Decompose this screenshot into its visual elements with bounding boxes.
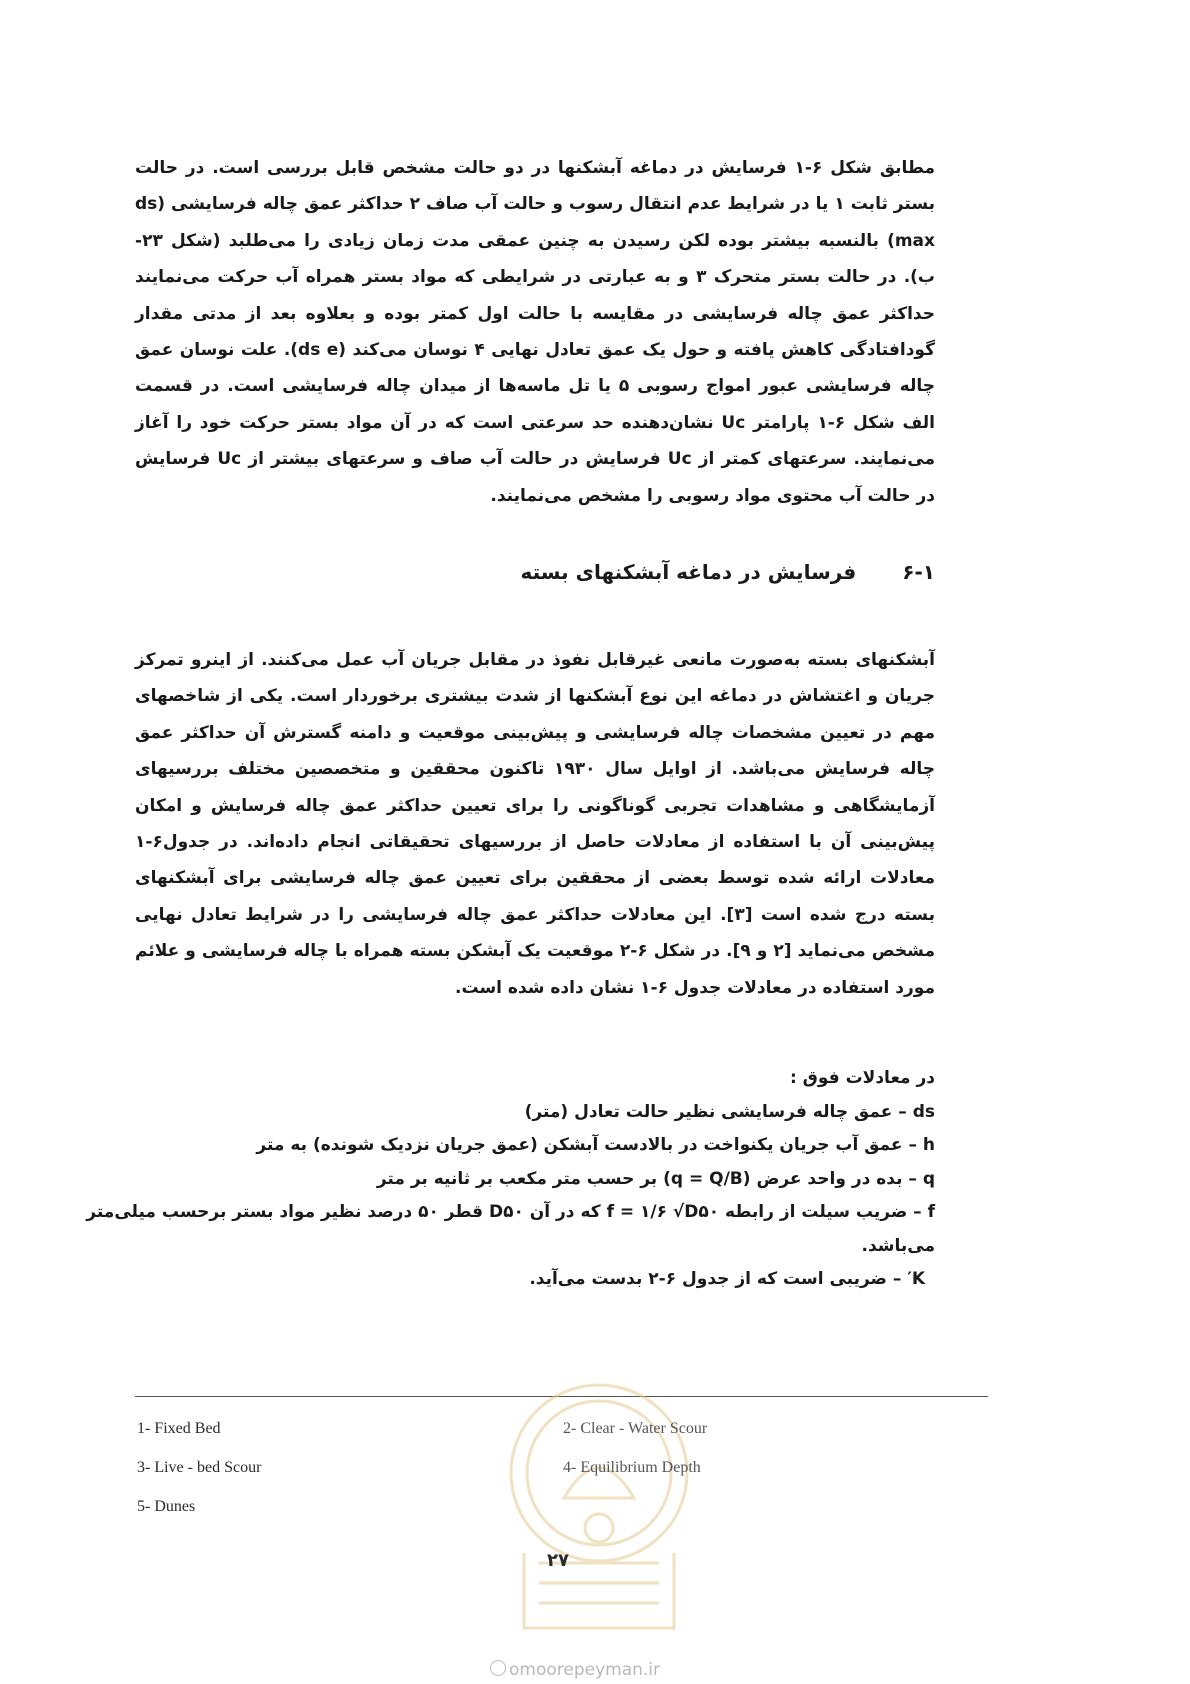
section-heading	[521, 560, 936, 584]
paragraph-scour-conditions: مطابق شکل ۶-۱ فرسایش در دماغه آبشکنها در دو حالت مشخص قابل بررسی است. در حالت بستر ثابت ۱ یا در شرایط عدم انتقال رسوب و حالت آب صاف ۲ حداکثر عمق چاله فرسایشی (ds max) بالنسبه بیشتر بوده لکن رسیدن به چنین عمقی مدت زمان زیادی را می‌طلبد (شکل ۲۳- ب). در حالت بستر متحرک ۳ و به عبارتی در شرایطی که مواد بستر همراه آب حرکت می‌نمایند حداکثر عمق چاله فرسایشی در مقایسه با حالت اول کمتر بوده و بعلاوه بعد از مدتی مقدار گودافتادگی کاهش یافته و حول یک عمق تعادل نهایی ۴ نوسان می‌کند (ds e). علت نوسان عمق چاله فرسایشی عبور امواج رسوبی ۵ یا تل ماسه‌ها از میدان چاله فرسایشی است. در قسمت الف شکل ۶-۱ پارامتر Uc نشان‌دهنده حد سرعتی است که در آن مواد بستر حرکت خود را آغاز می‌نمایند. سرعتهای کمتر از Uc فرسایش در حالت آب صاف و سرعتهای بیشتر از Uc فرسایش در حالت آب محتوی مواد رسوبی را مشخص می‌نمایند.	[135, 158, 936, 506]
section-number: ۶-۱	[902, 560, 935, 584]
definition-k: K′ – ضریبی است که از جدول ۶-۲ بدست می‌آید.	[529, 1269, 925, 1289]
section-title: فرسایش در دماغه آبشکنهای بسته	[520, 560, 857, 584]
watermark-url-text: omoorepeyman.ir	[509, 1660, 661, 1680]
footnote-4: 4- Equilibrium Depth	[563, 1459, 701, 1476]
definitions-intro: در معادلات فوق :	[789, 1068, 935, 1088]
definition-h: h – عمق آب جریان یکنواخت در بالادست آبشکن (عمق جریان نزدیک شونده) به متر	[256, 1135, 935, 1155]
variable-definitions	[86, 1062, 935, 1297]
watermark-url	[490, 1660, 660, 1680]
globe-icon	[490, 1660, 506, 1676]
footnote-2: 2- Clear - Water Scour	[563, 1420, 708, 1437]
definition-f-continued: می‌باشد.	[861, 1235, 935, 1256]
watermark-seal	[484, 1378, 714, 1638]
footnote-1: 1- Fixed Bed	[137, 1420, 221, 1437]
definition-ds: ds – عمق چاله فرسایشی نظیر حالت تعادل (متر)	[524, 1101, 935, 1122]
definition-f: f – ضریب سیلت از رابطه f = ۱/۶ √D۵۰ که در آن D۵۰ قطر ۵۰ درصد نظیر مواد بستر برحسب میلی‌متر	[86, 1202, 935, 1222]
paragraph-closed-groynes: آبشکنهای بسته به‌صورت مانعی غیرقابل نفوذ در مقابل جریان آب عمل می‌کنند. از اینرو تمرکز جریان و اغتشاش در دماغه این نوع آبشکنها از شدت بیشتری برخوردار است. یکی از شاخصهای مهم در تعیین مشخصات چاله فرسایشی و پیش‌بینی موقعیت و دامنه گسترش آن حداکثر عمق چاله فرسایش می‌باشد. از اوایل سال ۱۹۳۰ تاکنون محققین و متخصصین مختلف بررسیهای آزمایشگاهی و مشاهدات تجربی گوناگونی را برای تعیین حداکثر عمق چاله فرسایش و امکان پیش‌بینی آن با استفاده از معادلات حاصل از بررسیهای تحقیقاتی انجام داده‌اند. در جدول۶-۱ معادلات ارائه شده توسط بعضی از محققین برای تعیین عمق چاله فرسایشی برای آبشکنهای بسته درج شده است [۳]. این معادلات حداکثر عمق چاله فرسایشی را در شرایط تعادل نهایی مشخص می‌نماید [۲ و ۹]. در شکل ۶-۲ موقعیت یک آبشکن بسته همراه با چاله فرسایشی و علائم مورد استفاده در معادلات جدول ۶-۱ نشان داده شده است.	[135, 650, 936, 998]
page-number: ۲۷	[547, 1550, 569, 1571]
footnote-3: 3- Live - bed Scour	[137, 1459, 262, 1476]
definition-q: q – بده در واحد عرض (q = Q/B) بر حسب متر مکعب بر ثانیه بر متر	[376, 1168, 935, 1189]
footnote-5: 5- Dunes	[137, 1498, 196, 1515]
